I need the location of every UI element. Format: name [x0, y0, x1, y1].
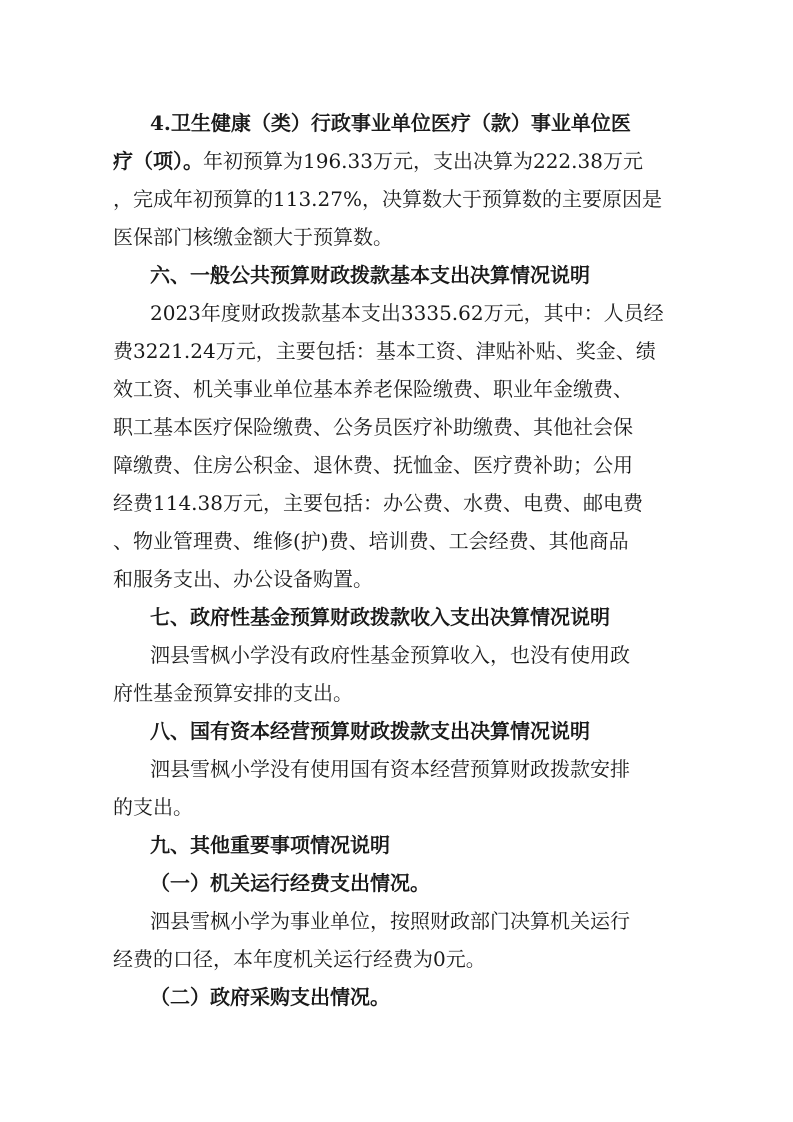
section-6-line: 效工资、机关事业单位基本养老保险缴费、职业年金缴费、	[113, 377, 633, 401]
section-8-line: 泗县雪枫小学没有使用国有资本经营预算财政拨款安排	[150, 757, 630, 781]
section-6-line: 和服务支出、办公设备购置。	[113, 567, 373, 591]
section-9-heading: 九、其他重要事项情况说明	[150, 833, 390, 857]
subsection-1-heading: （一）机关运行经费支出情况。	[150, 871, 430, 895]
section-8-heading: 八、国有资本经营预算财政拨款支出决算情况说明	[150, 719, 590, 743]
item-4-line-4: 医保部门核缴金额大于预算数。	[113, 225, 393, 249]
section-6-line: 经费114.38万元，主要包括：办公费、水费、电费、邮电费	[113, 491, 643, 515]
item-4-title-end: 疗（项）。	[113, 149, 203, 173]
item-4-title-line: 4.卫生健康（类）行政事业单位医疗（款）事业单位医	[150, 111, 631, 135]
subsection-2-heading: （二）政府采购支出情况。	[150, 985, 390, 1009]
subsection-1-line: 泗县雪枫小学为事业单位，按照财政部门决算机关运行	[150, 909, 630, 933]
section-6-line: 费3221.24万元，主要包括：基本工资、津贴补贴、奖金、绩	[113, 339, 656, 363]
section-7-line: 泗县雪枫小学没有政府性基金预算收入，也没有使用政	[150, 643, 630, 667]
section-7-line: 府性基金预算安排的支出。	[113, 681, 353, 705]
section-6-line: 2023年度财政拨款基本支出3335.62万元，其中：人员经	[150, 301, 664, 325]
section-6-line: 障缴费、住房公积金、退休费、抚恤金、医疗费补助；公用	[113, 453, 633, 477]
item-4-budget-text: 年初预算为196.33万元，支出决算为222.38万元	[203, 149, 643, 173]
section-6-line: 职工基本医疗保险缴费、公务员医疗补助缴费、其他社会保	[113, 415, 633, 439]
subsection-1-line: 经费的口径，本年度机关运行经费为0元。	[113, 947, 486, 971]
item-4-line-2	[113, 141, 680, 181]
item-4-line-3: ，完成年初预算的113.27%，决算数大于预算数的主要原因是	[113, 187, 662, 211]
section-6-heading: 六、一般公共预算财政拨款基本支出决算情况说明	[150, 263, 590, 287]
section-7-heading: 七、政府性基金预算财政拨款收入支出决算情况说明	[150, 605, 610, 629]
section-8-line: 的支出。	[113, 795, 193, 819]
section-6-line: 、物业管理费、维修(护)费、培训费、工会经费、其他商品	[113, 529, 629, 553]
